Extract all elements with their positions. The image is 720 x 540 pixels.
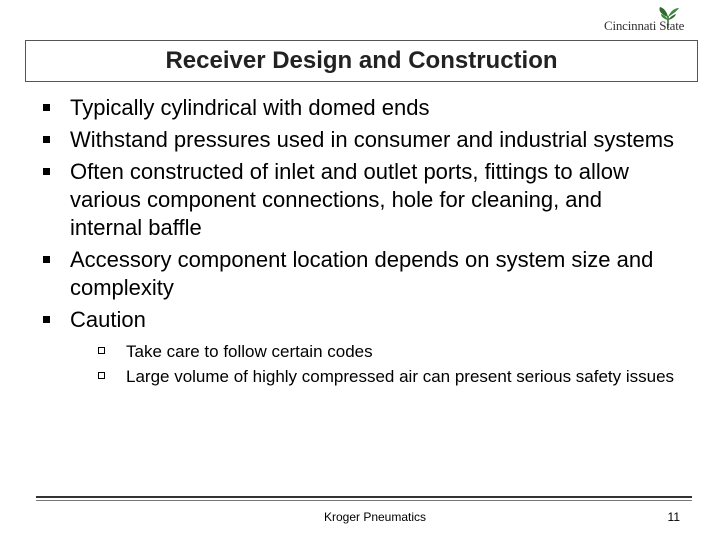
bullet-list	[40, 94, 680, 392]
sub-bullet-item	[126, 365, 680, 388]
hollow-square-bullet-icon	[98, 372, 105, 379]
bullet-text: Accessory component location depends on system size and complexity	[70, 247, 654, 300]
bullet-item	[40, 126, 680, 154]
logo-text: Cincinnati State	[604, 18, 685, 33]
title-box	[25, 40, 698, 82]
square-bullet-icon	[43, 136, 50, 143]
square-bullet-icon	[43, 104, 50, 111]
sub-bullet-item	[126, 340, 680, 363]
footer-divider-thin	[36, 500, 692, 501]
sub-bullet-list	[126, 340, 680, 388]
sub-bullet-text: Take care to follow certain codes	[126, 342, 373, 361]
cincinnati-state-logo	[604, 6, 714, 38]
square-bullet-icon	[43, 168, 50, 175]
square-bullet-icon	[43, 316, 50, 323]
slide-title: Receiver Design and Construction	[165, 47, 558, 74]
bullet-text: Caution	[70, 307, 146, 332]
bullet-text: Often constructed of inlet and outlet ports, fittings to allow various component connections, hole for cleaning, and internal baffle	[70, 159, 629, 240]
bullet-item	[40, 246, 680, 302]
bullet-item	[40, 158, 680, 242]
bullet-item	[40, 94, 680, 122]
footer-divider	[36, 496, 692, 498]
hollow-square-bullet-icon	[98, 347, 105, 354]
bullet-item	[40, 306, 680, 388]
square-bullet-icon	[43, 256, 50, 263]
bullet-text: Withstand pressures used in consumer and industrial systems	[70, 127, 675, 152]
footer-course-name: Kroger Pneumatics	[323, 510, 427, 524]
sub-bullet-text: Large volume of highly compressed air can present serious safety issues	[126, 367, 675, 386]
slide-number: 11	[667, 510, 680, 524]
bullet-text: Typically cylindrical with domed ends	[70, 95, 430, 120]
